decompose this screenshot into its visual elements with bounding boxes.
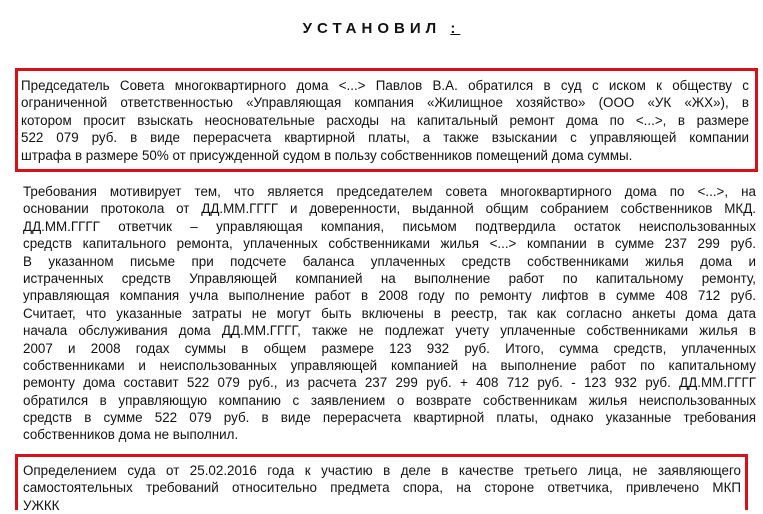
text-line: УЖКК bbox=[23, 497, 60, 513]
text-line: Определением суда от 25.02.2016 года к участию в деле в качестве третьего лица, не заявляющего bbox=[23, 463, 741, 478]
text-line: средств в сумме 522 079 руб. в виде перерасчета квартирной платы, однако указанные требования bbox=[23, 410, 756, 426]
paragraph-third-party bbox=[23, 462, 741, 514]
text-line: ДД.ММ.ГГГГ ответчик – управляющая компания, письмом подтвердила остаток неиспользованных bbox=[23, 218, 756, 234]
paragraph-claim bbox=[21, 77, 749, 164]
page-heading bbox=[0, 20, 763, 37]
heading-text: УСТАНОВИЛ bbox=[302, 20, 442, 37]
text-line: управляющая компания учла выполнение работ в 2008 году по ремонту лифтов в сумме 408 712 руб. bbox=[23, 288, 756, 304]
text-line: собственников дома не выполнил. bbox=[23, 427, 239, 443]
text-line: собственниками и неиспользованных управляющей компанией на выполнение работ по капитальному bbox=[23, 357, 756, 373]
text-line: самостоятельных требований относительно предмета спора, на стороне ответчика, привлечено МКП bbox=[23, 480, 741, 496]
text-line: средств капитального ремонта, уплаченных собственниками жилья <...> компании в сумме 237 299 руб. bbox=[23, 236, 756, 252]
text-line: основании протокола от ДД.ММ.ГГГГ и доверенности, выданной общим собранием собственников МКД. bbox=[23, 201, 756, 217]
text-line: штрафа в размере 50% от присужденной судом в пользу собственников помещений дома суммы. bbox=[21, 147, 633, 163]
text-line: котором просит взыскать неосновательные расходы на капитальный ремонт дома по <...>, в размере bbox=[21, 112, 749, 128]
text-line: истраченных средств Управляющей компанией на выполнение работ по капитальному ремонту, bbox=[23, 270, 756, 286]
text-line: Считает, что указанные затраты не могут быть включены в реестр, так как согласно анкеты дома дата bbox=[23, 305, 756, 321]
text-line: 522 079 руб. в виде перерасчета квартирной платы, а также взыскании с управляющей компании bbox=[21, 130, 749, 146]
text-line: В указанном письме при подсчете баланса уплаченных средств собственниками жилья дома и bbox=[23, 253, 756, 269]
text-line: ремонту дома составит 522 079 руб., из расчета 237 299 руб. + 408 712 руб. - 123 932 руб. ДД.ММ.ГГГГ bbox=[23, 375, 756, 391]
text-line: ограниченной ответственностью «Управляющая компания «Жилищное хозяйство» (ООО «УК «ЖХ»), в bbox=[21, 95, 749, 111]
text-line: начала обслуживания дома ДД.ММ.ГГГГ, также не подлежат учету уплаченные собственниками жилья в bbox=[23, 323, 756, 339]
heading-colon: : bbox=[450, 20, 461, 37]
text-line: обратился в управляющую компанию с заявлением о возврате собственникам жилья неиспользованных bbox=[23, 392, 756, 408]
text-line: Требования мотивирует тем, что является председателем совета многоквартирного дома по <...>, на bbox=[23, 184, 756, 199]
text-line: 2007 и 2008 годах суммы в общем размере 123 932 руб. Итого, сумма средств, уплаченных bbox=[23, 340, 756, 356]
text-line: Председатель Совета многоквартирного дома <...> Павлов В.А. обратился в суд с иском к обществу с bbox=[21, 78, 749, 93]
paragraph-requirements bbox=[23, 183, 756, 444]
